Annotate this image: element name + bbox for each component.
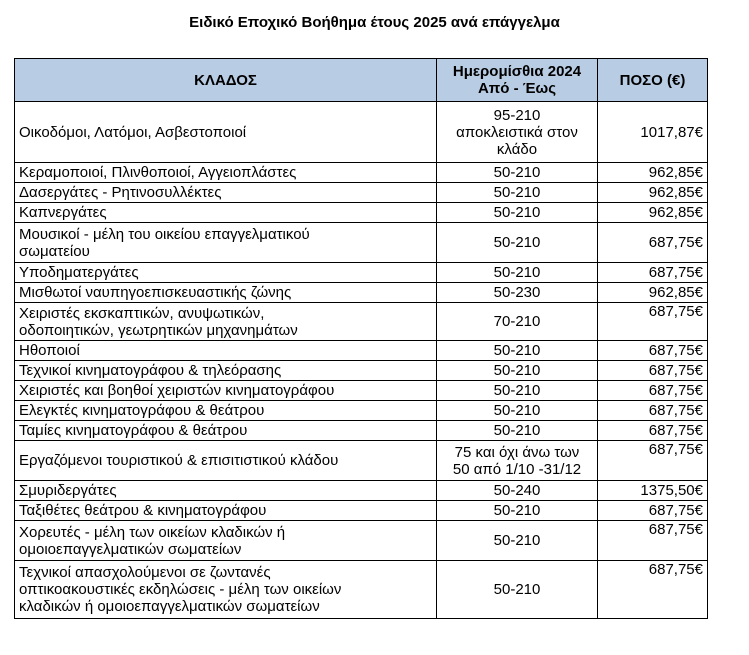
cell-sector: Μισθωτοί ναυπηγοεπισκευαστικής ζώνης <box>15 283 437 303</box>
table-row <box>15 561 708 619</box>
cell-amount: 962,85€ <box>598 203 708 223</box>
cell-days: 50-210 <box>437 401 598 421</box>
cell-days: 50-230 <box>437 283 598 303</box>
cell-sector: Ταξιθέτες θεάτρου & κινηματογράφου <box>15 501 437 521</box>
cell-sector: Ταμίες κινηματογράφου & θεάτρου <box>15 421 437 441</box>
cell-sector: Τεχνικοί κινηματογράφου & τηλεόρασης <box>15 361 437 381</box>
cell-amount: 687,75€ <box>598 341 708 361</box>
cell-amount: 687,75€ <box>598 521 708 561</box>
table-row <box>15 183 708 203</box>
cell-days: 50-210 <box>437 263 598 283</box>
header-sector: ΚΛΑΔΟΣ <box>15 59 437 102</box>
cell-sector: Ελεγκτές κινηματογράφου & θεάτρου <box>15 401 437 421</box>
cell-days: 75 και όχι άνω των 50 από 1/10 -31/12 <box>437 441 598 481</box>
cell-days: 50-210 <box>437 381 598 401</box>
table-row <box>15 303 708 341</box>
table-row <box>15 381 708 401</box>
cell-amount: 687,75€ <box>598 361 708 381</box>
cell-days: 50-210 <box>437 341 598 361</box>
header-amount: ΠΟΣΟ (€) <box>598 59 708 102</box>
cell-amount: 687,75€ <box>598 263 708 283</box>
header-days: Ημερομίσθια 2024 Από - Έως <box>437 59 598 102</box>
cell-amount: 687,75€ <box>598 223 708 263</box>
cell-days: 50-210 <box>437 501 598 521</box>
cell-sector: Κεραμοποιοί, Πλινθοποιοί, Αγγειοπλάστες <box>15 163 437 183</box>
cell-days: 50-210 <box>437 223 598 263</box>
table-row <box>15 521 708 561</box>
table-row <box>15 361 708 381</box>
cell-days: 50-210 <box>437 183 598 203</box>
cell-days: 50-210 <box>437 203 598 223</box>
cell-sector: Δασεργάτες - Ρητινοσυλλέκτες <box>15 183 437 203</box>
cell-sector: Σμυριδεργάτες <box>15 481 437 501</box>
cell-amount: 687,75€ <box>598 501 708 521</box>
benefit-table <box>14 58 708 619</box>
table-row <box>15 441 708 481</box>
cell-sector: Χειριστές και βοηθοί χειριστών κινηματογράφου <box>15 381 437 401</box>
cell-sector: Καπνεργάτες <box>15 203 437 223</box>
table-row <box>15 341 708 361</box>
cell-sector: Χειριστές εκσκαπτικών, ανυψωτικών, οδοποιητικών, γεωτρητικών μηχανημάτων <box>15 303 437 341</box>
table-row <box>15 481 708 501</box>
cell-amount: 687,75€ <box>598 421 708 441</box>
table-row <box>15 163 708 183</box>
table-row <box>15 223 708 263</box>
cell-days: 70-210 <box>437 303 598 341</box>
cell-sector: Μουσικοί - μέλη του οικείου επαγγελματικού σωματείου <box>15 223 437 263</box>
cell-amount: 1017,87€ <box>598 102 708 163</box>
cell-amount: 687,75€ <box>598 441 708 481</box>
cell-sector: Υποδηματεργάτες <box>15 263 437 283</box>
table-row <box>15 421 708 441</box>
cell-days: 50-210 <box>437 521 598 561</box>
table-row <box>15 102 708 163</box>
cell-days: 50-210 <box>437 561 598 619</box>
cell-amount: 687,75€ <box>598 303 708 341</box>
table-header-row <box>15 59 708 102</box>
cell-amount: 687,75€ <box>598 381 708 401</box>
cell-days: 50-210 <box>437 421 598 441</box>
cell-sector: Εργαζόμενοι τουριστικού & επισιτιστικού κλάδου <box>15 441 437 481</box>
cell-sector: Οικοδόμοι, Λατόμοι, Ασβεστοποιοί <box>15 102 437 163</box>
cell-amount: 1375,50€ <box>598 481 708 501</box>
cell-sector: Τεχνικοί απασχολούμενοι σε ζωντανές οπτικοακουστικές εκδηλώσεις - μέλη των οικείων κλαδικών ή ομοιοεπαγγελματικών σωματείων <box>15 561 437 619</box>
cell-sector: Χορευτές - μέλη των οικείων κλαδικών ή ομοιοεπαγγελματικών σωματείων <box>15 521 437 561</box>
table-row <box>15 283 708 303</box>
table-body <box>15 102 708 619</box>
cell-days: 50-210 <box>437 163 598 183</box>
cell-amount: 687,75€ <box>598 561 708 619</box>
cell-days: 50-210 <box>437 361 598 381</box>
page-title: Ειδικό Εποχικό Βοήθημα έτους 2025 ανά επάγγελμα <box>189 14 560 31</box>
table-row <box>15 501 708 521</box>
cell-days: 95-210 αποκλειστικά στον κλάδο <box>437 102 598 163</box>
table-row <box>15 203 708 223</box>
cell-amount: 962,85€ <box>598 163 708 183</box>
cell-amount: 962,85€ <box>598 283 708 303</box>
cell-amount: 687,75€ <box>598 401 708 421</box>
cell-sector: Ηθοποιοί <box>15 341 437 361</box>
cell-amount: 962,85€ <box>598 183 708 203</box>
cell-days: 50-240 <box>437 481 598 501</box>
table-row <box>15 263 708 283</box>
table-row <box>15 401 708 421</box>
